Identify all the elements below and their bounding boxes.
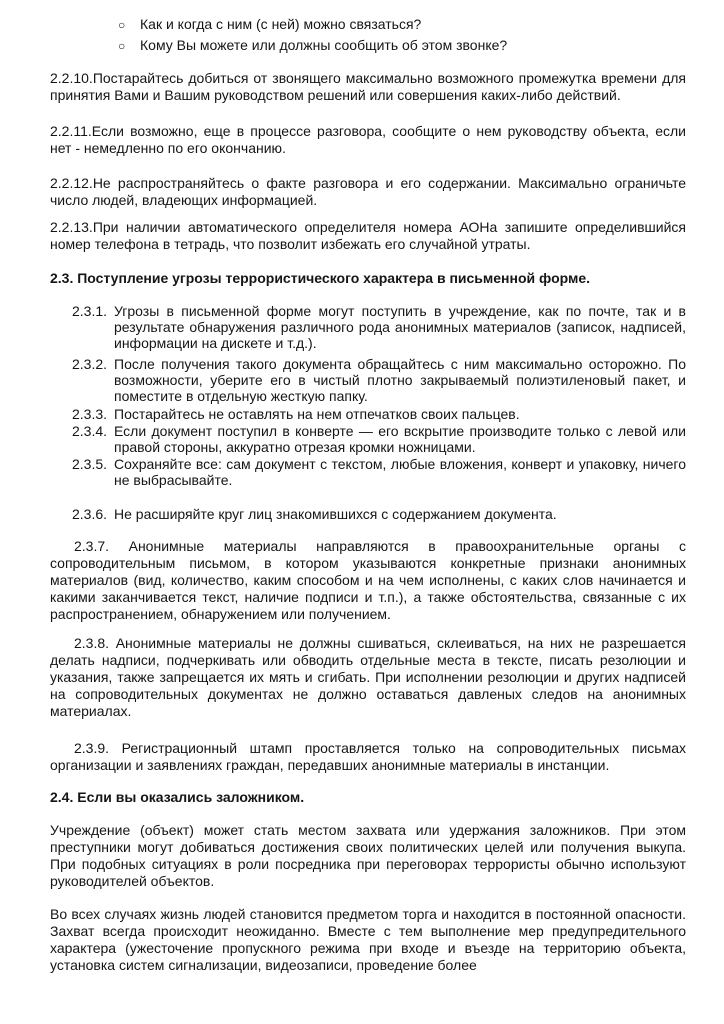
section-heading-2-4: 2.4. Если вы оказались заложником.	[50, 789, 305, 805]
numbered-item-2-3-6	[72, 506, 686, 522]
item-number: 2.3.6.	[72, 506, 108, 522]
list-item	[118, 35, 507, 56]
item-number: 2.3.3.	[72, 406, 108, 422]
item-number: 2.3.5.	[72, 456, 108, 472]
list-item-text: Кому Вы можете или должны сообщить об этом звонке?	[140, 37, 508, 53]
list-item	[118, 14, 507, 35]
paragraph-2-2-13: 2.2.13.При наличии автоматического определителя номера АОНа запишите определившийся номер телефона в тетрадь, что позволит избежать его случайной утраты.	[50, 219, 686, 252]
numbered-item-2-3-5	[72, 456, 686, 488]
list-item-text: Как и когда с ним (с ней) можно связаться?	[140, 16, 422, 32]
paragraph-2-2-11: 2.2.11.Если возможно, еще в процессе разговора, сообщите о нем руководству объекта, если нет - немедленно по его окончанию.	[50, 123, 686, 156]
item-text: После получения такого документа обращайтесь с ним максимально осторожно. По возможности, уберите его в чистый плотно закрываемый полиэтиленовый пакет, и поместите в отдельную жесткую папку.	[114, 356, 686, 404]
item-number: 2.3.1.	[72, 303, 108, 319]
paragraph-2-3-9: 2.3.9. Регистрационный штамп проставляется только на сопроводительных письмах организации и заявлениях граждан, передавших анонимные материалы в инстанции.	[50, 740, 686, 773]
bullet-circle-icon: ○	[118, 39, 126, 53]
numbered-item-2-3-4	[72, 423, 686, 455]
section-heading-2-3: 2.3. Поступление угрозы террористического характера в письменной форме.	[50, 270, 591, 286]
paragraph-2-2-10: 2.2.10.Постарайтесь добиться от звонящего максимально возможного промежутка времени для принятия Вами и Вашим руководством решений или совершения каких-либо действий.	[50, 70, 686, 103]
numbered-item-2-3-1	[72, 303, 686, 351]
paragraph-hostage-2: Во всех случаях жизнь людей становится предметом торга и находится в постоянной опасности. Захват всегда происходит неожиданно. Вместе с тем выполнение мер предупредительного характера (ужесточение пропускного режима при входе и въезде на территорию объекта, установка систем сигнализации, видеозаписи, проведение более	[50, 906, 686, 973]
item-text: Не расширяйте круг лиц знакомившихся с содержанием документа.	[114, 506, 557, 522]
paragraph-2-3-8: 2.3.8. Анонимные материалы не должны сшиваться, склеиваться, на них не разрешается делать надписи, подчеркивать или обводить отдельные места в тексте, писать резолюции и указания, также запрещается их мять и сгибать. При исполнении резолюции и других надписей на сопроводительных документах не должно оставаться давленых следов на анонимных материалах.	[50, 635, 686, 719]
item-number: 2.3.2.	[72, 356, 108, 372]
item-text: Сохраняйте все: сам документ с текстом, любые вложения, конверт и упаковку, ничего не выбрасывайте.	[114, 456, 686, 488]
paragraph-2-3-7: 2.3.7. Анонимные материалы направляются в правоохранительные органы с сопроводительным письмом, в котором указываются конкретные признаки анонимных материалов (вид, количество, каким способом и на чем исполнены, с каких слов начинается и какими заканчивается текст, наличие подписи и т.п.), а также обстоятельства, связанные с их распространением, обнаружением или получением.	[50, 538, 686, 622]
paragraph-2-2-12: 2.2.12.Не распространяйтесь о факте разговора и его содержании. Максимально ограничьте число людей, владеющих информацией.	[50, 175, 686, 208]
item-text: Постарайтесь не оставлять на нем отпечатков своих пальцев.	[114, 406, 520, 422]
bullet-circle-icon: ○	[118, 18, 126, 32]
item-text: Угрозы в письменной форме могут поступить в учреждение, как по почте, так и в результате обнаружения различного рода анонимных материалов (записок, надписей, информации на дискете и т.д.).	[114, 303, 686, 351]
paragraph-hostage-1: Учреждение (объект) может стать местом захвата или удержания заложников. При этом преступники могут добиваться достижения своих политических целей или получения выкупа. При подобных ситуациях в роли посредника при переговорах террористы обычно используют руководителей объектов.	[50, 822, 686, 889]
item-text: Если документ поступил в конверте — его вскрытие производите только с левой или правой стороны, аккуратно отрезая кромки ножницами.	[114, 423, 686, 455]
numbered-item-2-3-3	[72, 406, 686, 422]
numbered-item-2-3-2	[72, 356, 686, 404]
contact-question-list	[118, 14, 507, 56]
item-number: 2.3.4.	[72, 423, 108, 439]
